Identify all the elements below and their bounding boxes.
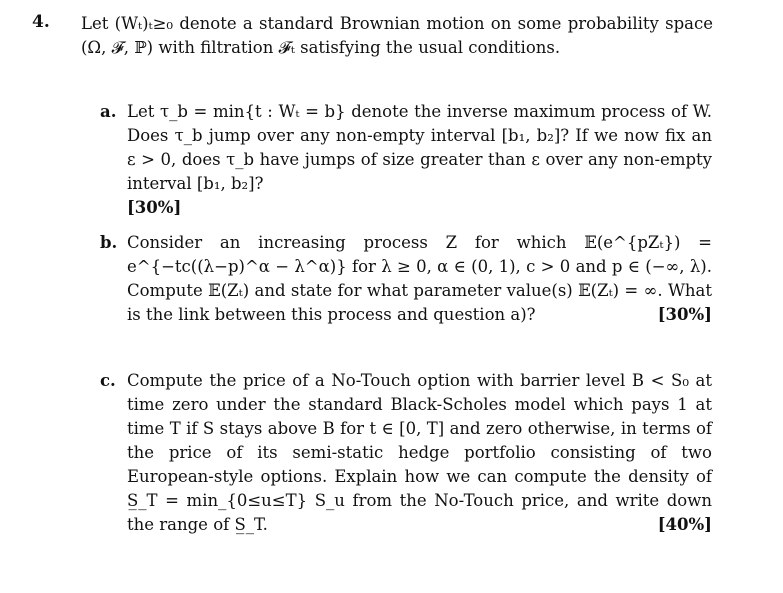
part-a — [100, 100, 712, 220]
part-b-label: b. — [100, 233, 118, 252]
part-a-marks: [30%] — [127, 198, 182, 217]
part-b-text: Consider an increasing process Z for which 𝔼(e^{pZₜ}) = e^{−tc((λ−p)^α − λ^α)} for λ ≥ 0, α ∈ (0, 1), c > 0 and p ∈ (−∞, λ). Compute 𝔼(Zₜ) and state for what parameter value(s) 𝔼(Zₜ) = ∞. What is the link between this process and question a)? — [127, 233, 712, 324]
part-b-marks: [30%] — [657, 305, 712, 324]
part-a-label: a. — [100, 102, 117, 121]
question-intro: Let (Wₜ)ₜ≥₀ denote a standard Brownian motion on some probability space (Ω, 𝓕, ℙ) with filtration 𝓕ₜ satisfying the usual conditions. — [81, 14, 713, 57]
part-b — [100, 231, 712, 327]
part-c — [100, 369, 712, 537]
question-number: 4. — [32, 12, 50, 32]
part-c-label: c. — [100, 371, 116, 390]
part-c-text: Compute the price of a No-Touch option with barrier level B < S₀ at time zero under the standard Black-Scholes model which pays 1 at time T if S stays above B for t ∈ [0, T] and zero otherwise, in terms of the price of its semi-static hedge portfolio consisting of two European-style options. Explain how we can compute the density of S̲_T = min_{0≤u≤T} S_u from the No-Touch price, and write down the range of S̲_T. — [127, 371, 712, 534]
part-a-text: Let τ_b = min{t : Wₜ = b} denote the inverse maximum process of W. Does τ_b jump over any non-empty interval [b₁, b₂]? If we now fix an ε > 0, does τ_b have jumps of size greater than ε over any non-empty interval [b₁, b₂]? — [127, 102, 712, 193]
part-c-marks: [40%] — [657, 515, 712, 534]
